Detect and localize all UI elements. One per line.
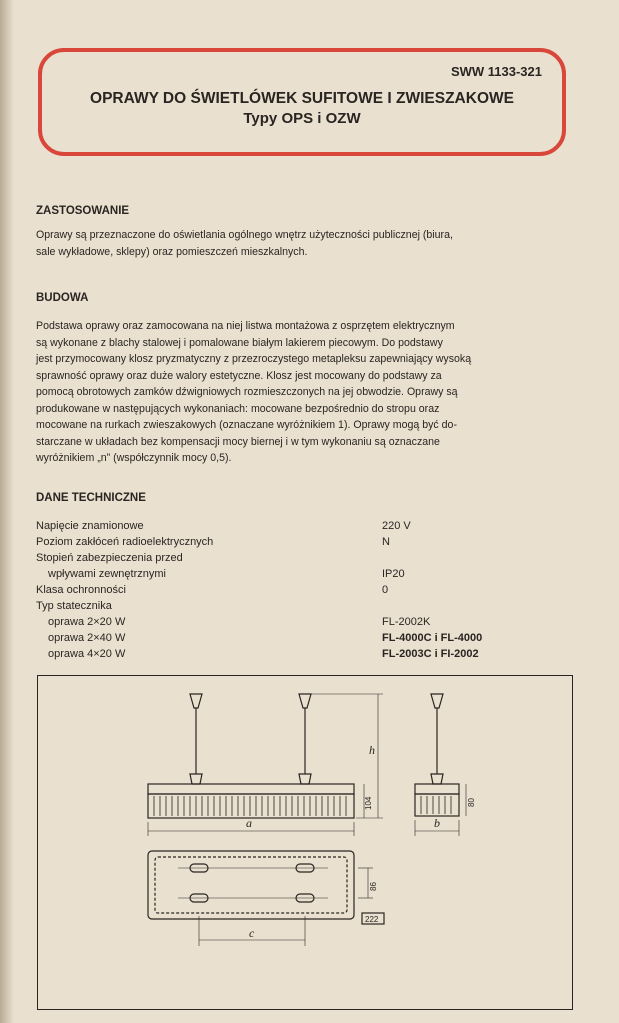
spec-label: oprawa 4×20 W xyxy=(48,648,126,660)
suspension-rod-left xyxy=(190,694,202,784)
spec-label: Klasa ochronności xyxy=(36,584,126,596)
technical-drawing xyxy=(37,675,573,1010)
text-line: są wykonane z blachy stalowej i pomalowane białym lakierem piecowym. Do podstawy xyxy=(36,336,443,349)
section-heading-zastosowanie: ZASTOSOWANIE xyxy=(36,205,130,217)
spec-row xyxy=(36,632,536,648)
spec-value: 220 V xyxy=(382,520,411,532)
spec-value: FL-2003C i FI-2002 xyxy=(382,648,479,660)
spec-value: N xyxy=(382,536,390,548)
page-subtitle: Typy OPS i OZW xyxy=(243,110,361,127)
spec-row xyxy=(36,584,536,600)
spec-row xyxy=(36,616,536,632)
spec-row xyxy=(36,520,536,536)
spec-row xyxy=(36,536,536,552)
page-title: OPRAWY DO ŚWIETLÓWEK SUFITOWE I ZWIESZAKOWE xyxy=(90,90,514,107)
text-line: mocowane na rurkach zwieszakowych (oznaczane wyróżnikiem 1). Oprawy mogą być do- xyxy=(36,419,457,431)
text-line: sale wykładowe, sklepy) oraz pomieszczeń mieszkalnych. xyxy=(36,245,308,258)
spec-value: 0 xyxy=(382,584,389,596)
luminaire-diagram xyxy=(38,676,571,1008)
drawing-tag: 222 xyxy=(365,915,379,924)
text-line: Oprawy są przeznaczone do oświetlania ogólnego wnętrz użyteczności publicznej (biura, xyxy=(36,229,453,241)
paragraph-budowa xyxy=(36,318,576,467)
spec-value: FL-2002K xyxy=(382,616,431,628)
text-line: jest przymocowany klosz pryzmatyczny z przezroczystego metapleksu zapewniający wysoką xyxy=(36,353,472,365)
spec-value: FL-4000C i FL-4000 xyxy=(382,632,483,644)
luminaire-front-view xyxy=(148,784,354,818)
text-line: starczane w układach bez kompensacji mocy biernej i w tym wykonaniu są oznaczane xyxy=(36,435,440,448)
spec-row xyxy=(36,568,536,584)
spec-label: Stopień zabezpieczenia przed xyxy=(36,552,183,564)
suspension-rod-middle xyxy=(299,694,311,784)
spec-row xyxy=(36,648,536,664)
text-line: wyróżnikiem „n” (współczynnik mocy 0,5). xyxy=(36,452,232,464)
paragraph-zastosowanie xyxy=(36,227,576,260)
header-frame xyxy=(38,48,566,156)
dim-86-label: 86 xyxy=(369,882,378,891)
spec-label: Typ statecznika xyxy=(36,600,112,612)
dim-a-label: a xyxy=(246,816,252,830)
dim-104-label: 104 xyxy=(364,796,373,810)
luminaire-side-view xyxy=(415,694,466,836)
spec-label: oprawa 2×20 W xyxy=(48,616,126,628)
text-line: Podstawa oprawy oraz zamocowana na niej listwa montażowa z osprzętem elektrycznym xyxy=(36,320,455,332)
section-heading-budowa: BUDOWA xyxy=(36,292,89,304)
spec-label: Poziom zakłóceń radioelektrycznych xyxy=(36,536,214,548)
text-line: produkowane w następujących wykonaniach: mocowane bezpośrednio do stropu oraz xyxy=(36,402,440,415)
page-binding-shadow xyxy=(0,0,14,1023)
dim-b-label: b xyxy=(434,816,440,830)
section-heading-dane-techniczne: DANE TECHNICZNE xyxy=(36,492,146,504)
spec-value: IP20 xyxy=(382,568,405,580)
standard-code: SWW 1133-321 xyxy=(450,64,542,79)
text-line: pomocą obrotowych zamków dźwigniowych rozmieszczonych na jej obwodzie. Oprawy są xyxy=(36,386,458,398)
text-line: sprawność oprawy oraz duże walory estetyczne. Klosz jest mocowany do podstawy za xyxy=(36,369,442,382)
spec-label: wpływami zewnętrznymi xyxy=(48,568,166,580)
spec-label: Napięcie znamionowe xyxy=(36,520,144,532)
luminaire-plan-view xyxy=(148,851,384,946)
spec-row xyxy=(36,600,536,616)
dim-h-label: h xyxy=(369,743,375,757)
dim-c-label: c xyxy=(249,926,255,940)
spec-label: oprawa 2×40 W xyxy=(48,632,126,644)
spec-row xyxy=(36,552,536,568)
dim-80-label: 80 xyxy=(467,798,476,807)
